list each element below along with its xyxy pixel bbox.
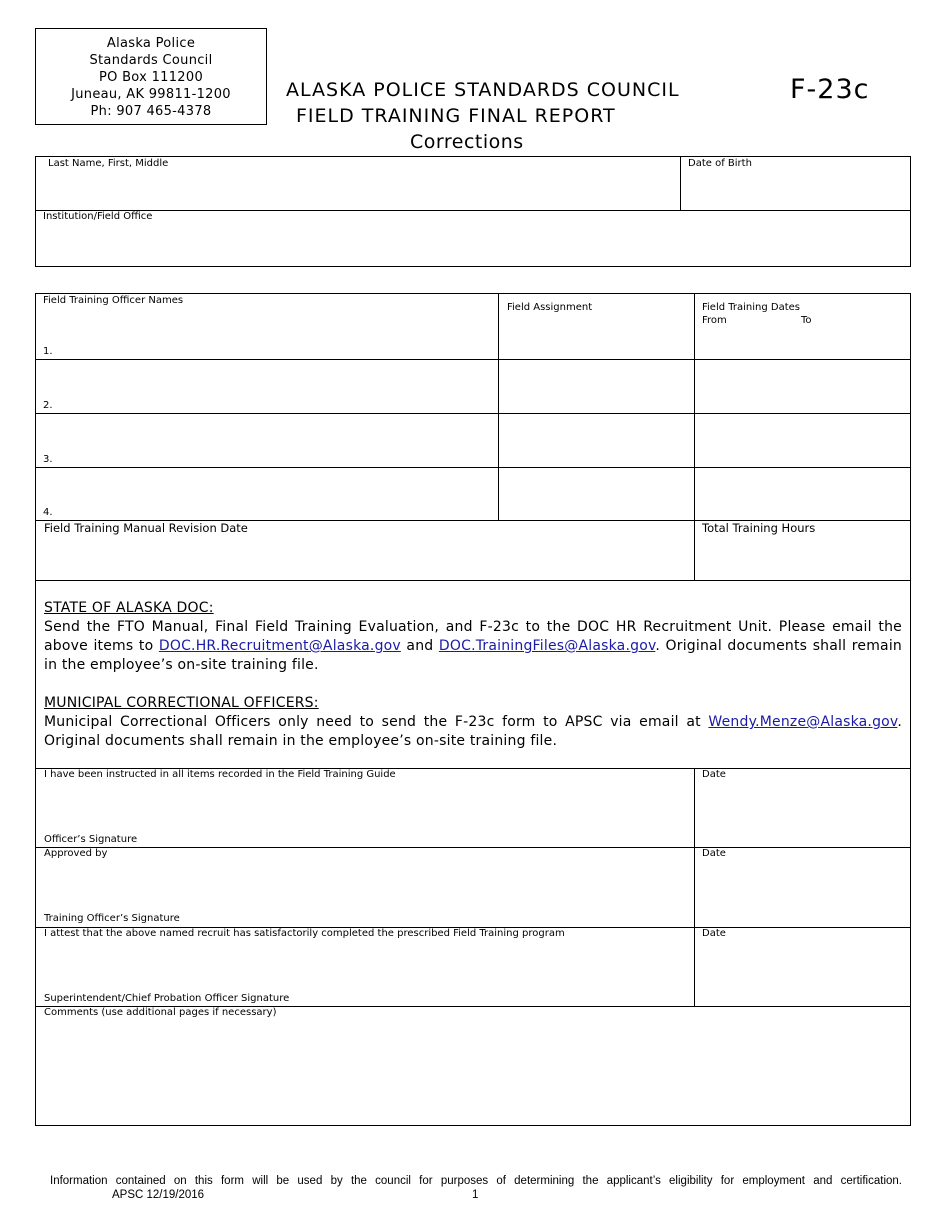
officer-row-number: 4. <box>43 507 53 518</box>
institution-field[interactable] <box>36 224 910 266</box>
dates-field-4[interactable] <box>695 468 910 520</box>
assignment-field-3[interactable] <box>499 414 694 467</box>
total-hours-label: Total Training Hours <box>702 521 816 535</box>
address-line-3: PO Box 111200 <box>98 70 204 85</box>
footer-revision: APSC 12/19/2016 <box>112 1189 205 1201</box>
date-label: Date <box>702 769 726 780</box>
doc-heading: STATE OF ALASKA DOC: <box>44 600 214 616</box>
form-title-agency: ALASKA POLICE STANDARDS COUNCIL <box>286 79 680 101</box>
dates-field-3[interactable] <box>695 414 910 467</box>
form-number: F-23c <box>790 74 870 105</box>
officer-signature-date-field[interactable] <box>695 782 910 847</box>
page-number: 1 <box>472 1189 479 1201</box>
date-label: Date <box>702 928 726 939</box>
doc-hr-email-link[interactable]: DOC.HR.Recruitment@Alaska.gov <box>158 638 401 654</box>
officer-row-number: 1. <box>43 346 53 357</box>
officer-name-field-3[interactable] <box>36 414 498 467</box>
personal-info-table <box>35 156 911 267</box>
name-field[interactable] <box>36 171 680 210</box>
assignment-field-4[interactable] <box>499 468 694 520</box>
approved-by-label: Approved by <box>44 848 108 859</box>
address-line-4: Juneau, AK 99811-1200 <box>71 87 231 102</box>
to-date-label: To <box>801 315 812 326</box>
name-field-label: Last Name, First, Middle <box>48 158 169 169</box>
manual-revision-field[interactable] <box>36 538 694 580</box>
comments-field[interactable] <box>36 1020 910 1124</box>
form-title-division: Corrections <box>410 131 524 153</box>
dates-field-1[interactable] <box>695 328 910 359</box>
date-label: Date <box>702 848 726 859</box>
instructed-statement: I have been instructed in all items recorded in the Field Training Guide <box>44 769 396 780</box>
from-date-label: From <box>702 315 727 326</box>
apsc-email-link[interactable]: Wendy.Menze@Alaska.gov <box>708 714 898 730</box>
form-title-report: FIELD TRAINING FINAL REPORT <box>296 105 616 127</box>
officer-name-field-1[interactable] <box>36 308 498 359</box>
training-officer-signature-label: Training Officer’s Signature <box>44 913 180 924</box>
officer-row-number: 3. <box>43 454 53 465</box>
address-line-1: Alaska Police <box>106 36 196 51</box>
total-hours-field[interactable] <box>695 538 910 580</box>
attest-statement: I attest that the above named recruit has satisfactorily completed the prescribed Field Training program <box>44 928 565 939</box>
address-box <box>35 28 267 125</box>
officer-names-label: Field Training Officer Names <box>43 295 184 306</box>
officer-signature-label: Officer’s Signature <box>44 834 138 845</box>
address-line-2: Standards Council <box>89 53 213 68</box>
dates-field-2[interactable] <box>695 360 910 413</box>
training-table <box>35 293 911 581</box>
address-line-5: Ph: 907 465-4378 <box>90 104 212 119</box>
comments-label: Comments (use additional pages if necessary) <box>44 1007 277 1018</box>
officer-name-field-4[interactable] <box>36 468 498 520</box>
training-officer-signature-field[interactable] <box>36 861 694 913</box>
superintendent-signature-field[interactable] <box>36 941 694 992</box>
field-assignment-label: Field Assignment <box>507 302 593 313</box>
officer-row-number: 2. <box>43 400 53 411</box>
doc-training-files-email-link[interactable]: DOC.TrainingFiles@Alaska.gov <box>438 638 656 654</box>
officer-name-field-2[interactable] <box>36 360 498 413</box>
training-dates-label: Field Training Dates <box>702 302 801 313</box>
dob-field-label: Date of Birth <box>688 158 752 169</box>
footer-notice: Information contained on this form will be used by the council for purposes of determining the applicant’s eligibility for employment and certification. <box>50 1175 902 1187</box>
manual-revision-label: Field Training Manual Revision Date <box>44 521 248 535</box>
dob-field[interactable] <box>681 171 910 210</box>
institution-field-label: Institution/Field Office <box>43 211 153 222</box>
superintendent-date-field[interactable] <box>695 941 910 1006</box>
officer-signature-field[interactable] <box>36 782 694 832</box>
superintendent-signature-label: Superintendent/Chief Probation Officer Signature <box>44 993 290 1004</box>
submission-instructions: STATE OF ALASKA DOC: Send the FTO Manual, Final Field Training Evaluation, and F-23c to the DOC HR Recruitment Unit. Please email the above items to DOC.HR.Recruitment@Alaska.gov and DOC.TrainingFiles@Alaska.gov. Original documents shall remain in the employee’s on-site training file. MUNICIPAL CORRECTIONAL OFFICERS: Municipal Correctional Officers only need to send the F-23c form to APSC via email at Wendy.Menze@Alaska.gov. Original documents shall remain in the employee’s on-site training file. <box>44 600 902 749</box>
municipal-heading: MUNICIPAL CORRECTIONAL OFFICERS: <box>44 695 319 711</box>
assignment-field-1[interactable] <box>499 316 694 359</box>
assignment-field-2[interactable] <box>499 360 694 413</box>
training-officer-date-field[interactable] <box>695 861 910 927</box>
submission-table <box>35 580 911 1126</box>
